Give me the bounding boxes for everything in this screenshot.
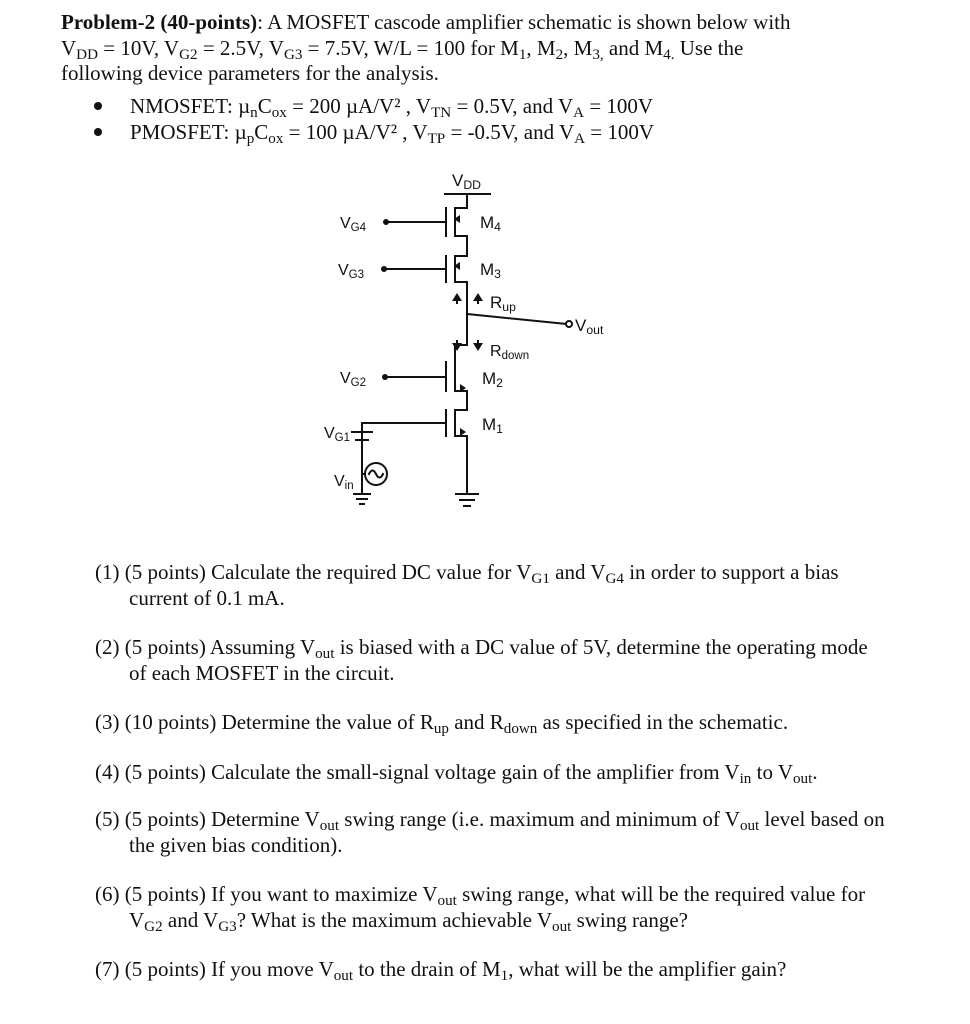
- question-5: (5) (5 points) Determine $V_{out}$ swing range (i.e. maximum and minimum of $V_{out}$ level based on the given bias condition).: [95, 807, 885, 857]
- question-4: (4) (5 points) Calculate the small-signal voltage gain of the amplifier from $V_{in}$ to $V_{out}$.: [95, 760, 818, 788]
- vg2-node: [382, 374, 388, 380]
- question-7: (7) (5 points) If you move $V_{out}$ to the drain of $M_1$, what will be the amplifier gain?: [95, 957, 787, 985]
- label-m4: M4: [480, 213, 501, 234]
- m3-transistor: [385, 256, 467, 282]
- intro-line-2: $V_{DD} = 10V$, $V_{G2} = 2.5V$, $V_{G3} = 7.5V$, W/L = 100 for $M_1$, $M_2$, $M_{3,}$ and $M_{4.}$ Use the: [61, 35, 744, 63]
- intro-line-3: following device parameters for the analysis.: [61, 61, 439, 85]
- m4-transistor: [387, 208, 467, 236]
- vg4-node: [383, 219, 389, 225]
- question-1: (1) (5 points) Calculate the required DC value for $V_{G1}$ and $V_{G4}$ in order to support a bias current of 0.1 mA.: [95, 560, 839, 610]
- label-vin: Vin: [334, 473, 354, 492]
- question-2: (2) (5 points) Assuming $V_{out}$ is biased with a DC value of 5V, determine the operating mode of each MOSFET in the circuit.: [95, 635, 868, 685]
- rdown-arrow-icon: [473, 343, 483, 351]
- ground-icon: [354, 494, 370, 504]
- vout-terminal: [566, 321, 572, 327]
- rup-arrow-icon: [473, 293, 483, 301]
- label-vg2: VG2: [340, 370, 367, 389]
- ground-icon: [456, 494, 478, 506]
- label-rup: Rup: [490, 293, 516, 314]
- rup-arrow-icon: [452, 293, 462, 301]
- m1-source-arrow-icon: [460, 428, 466, 436]
- pmos-params: PMOSFET: $\mu_pC_{ox} = 100$ µA/V² , $V_{TP} = -0.5V$, and $V_A = 100V$: [94, 119, 914, 145]
- m2-transistor: [386, 345, 467, 391]
- vg3-node: [381, 266, 387, 272]
- nmos-params: NMOSFET: $\mu_nC_{ox} = 200$ µA/V² , $V_{TN} = 0.5V$, and $V_A = 100V$: [94, 93, 914, 119]
- label-vg3: VG3: [338, 262, 365, 281]
- m1-transistor: [362, 410, 467, 436]
- question-3: (3) (10 points) Determine the value of $R_{up}$ and $R_{down}$ as specified in the schematic.: [95, 710, 789, 738]
- intro-line-1: Problem-2 (40-points): A MOSFET cascode amplifier schematic is shown below with: [61, 10, 791, 34]
- label-vg1: VG1: [324, 425, 351, 444]
- question-6: (6) (5 points) If you want to maximize $V_{out}$ swing range, what will be the required value for $V_{G2}$ and $V_{G3}$? What is the maximum achievable $V_{out}$ swing range?: [95, 882, 866, 935]
- label-rdown: Rdown: [490, 343, 530, 362]
- label-vdd: VDD: [452, 171, 482, 192]
- label-m3: M3: [480, 260, 501, 281]
- vout-wire: [467, 314, 567, 324]
- label-m2: M2: [482, 369, 503, 390]
- rdown-arrow-icon: [452, 343, 462, 351]
- problem-heading: Problem-2 (40-points): [61, 10, 258, 34]
- label-m1: M1: [482, 415, 503, 436]
- label-vg4: VG4: [340, 215, 367, 234]
- label-vout: Vout: [575, 316, 604, 337]
